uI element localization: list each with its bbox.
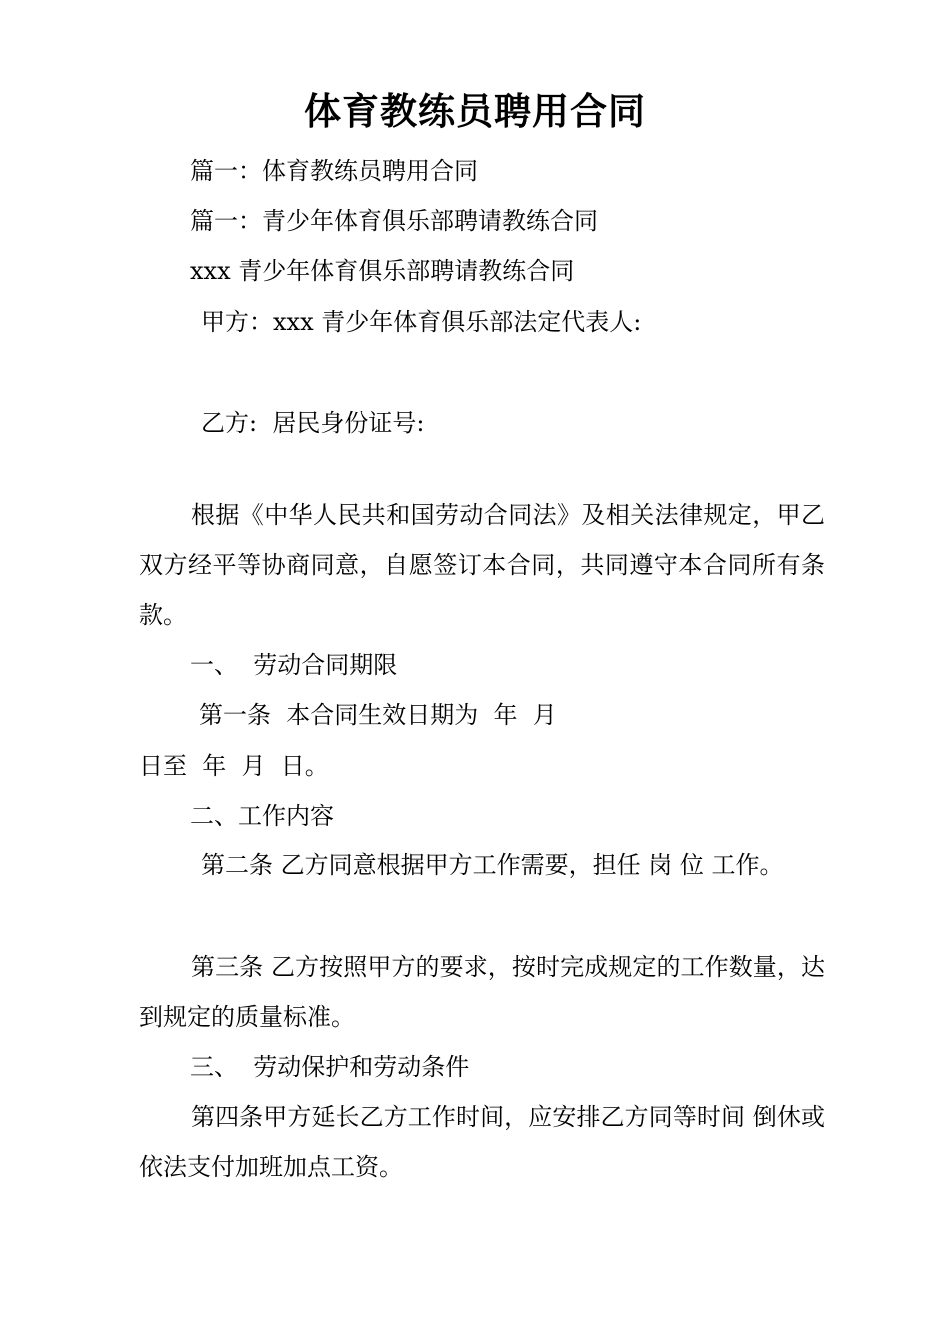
article-3-paragraph: 第三条 乙方按照甲方的要求，按时完成规定的工作数量，达到规定的质量标准。 xyxy=(139,953,825,1031)
article-2-paragraph: 第二条 乙方同意根据甲方工作需要，担任 岗 位 工作。 xyxy=(201,851,784,879)
party-a-line: 甲方：xxx 青少年体育俱乐部法定代表人: xyxy=(201,308,642,336)
contract-subtitle: xxx 青少年体育俱乐部聘请教练合同 xyxy=(190,257,575,285)
party-b-line: 乙方: 居民身份证号: xyxy=(201,409,425,437)
chapter-heading-protection: 三、 劳动保护和劳动条件 xyxy=(190,1053,470,1081)
chapter-heading-term: 一、 劳动合同期限 xyxy=(190,651,398,679)
article-4-paragraph: 第四条甲方延长乙方工作时间，应安排乙方同等时间 倒休或依法支付加班加点工资。 xyxy=(139,1103,825,1181)
preamble-paragraph: 根据《中华人民共和国劳动合同法》及相关法律规定，甲乙双方经平等协商同意，自愿签订本合同，共同遵守本合同所有条款。 xyxy=(139,501,825,629)
chapter-heading-work: 二、工作内容 xyxy=(190,802,334,830)
article-1-line-1: 第一条 本合同生效日期为 年 月 xyxy=(199,701,557,729)
section-heading-1: 篇一：体育教练员聘用合同 xyxy=(190,157,478,185)
document-title: 体育教练员聘用合同 xyxy=(304,90,646,133)
article-1-line-2: 日至 年 月 日。 xyxy=(139,752,329,780)
section-heading-2: 篇一：青少年体育俱乐部聘请教练合同 xyxy=(190,207,598,235)
